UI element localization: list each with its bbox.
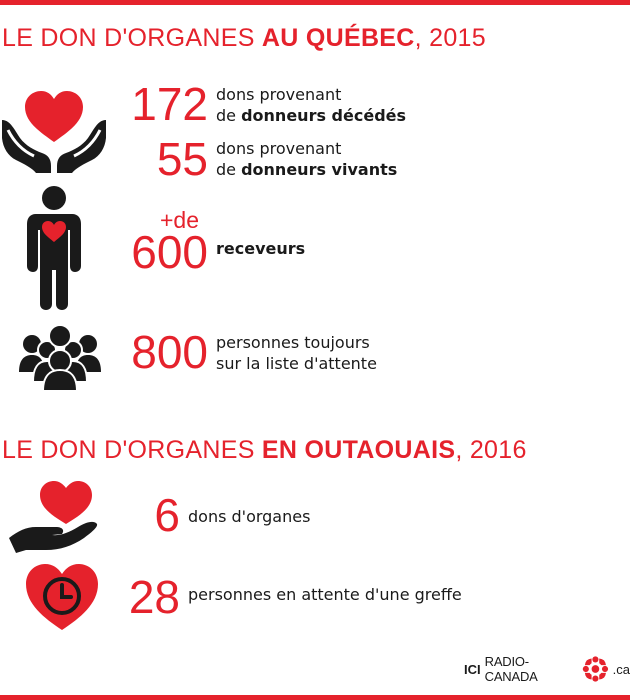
section-title-quebec-post: , 2015	[414, 24, 486, 52]
stat-desc-waiting-quebec-line1: personnes toujours	[216, 333, 370, 352]
stat-desc-deceased-line2	[216, 105, 406, 126]
stat-desc-waiting-outaouais: personnes en attente d'une greffe	[188, 585, 462, 604]
logo-name: RADIO-CANADA	[484, 654, 538, 684]
stat-number-waiting-quebec: 800	[131, 326, 208, 378]
stat-desc-recipients: receveurs	[216, 239, 306, 258]
heart-hands-icon	[0, 80, 108, 176]
bottom-accent-bar	[0, 695, 630, 700]
stat-desc-living	[216, 138, 397, 180]
stat-desc-deceased-line2-bold: donneurs décédés	[241, 106, 407, 125]
heart-clock-icon	[24, 562, 100, 632]
stat-number-recipients: 600	[131, 226, 208, 278]
logo-ici: ICI	[464, 661, 481, 677]
stat-desc-living-line2-pre: de	[216, 160, 242, 179]
radio-canada-logo[interactable]	[464, 654, 630, 684]
logo-domain: .ca	[612, 661, 630, 677]
radio-canada-gem-icon	[582, 655, 609, 683]
stat-number-donations-outaouais: 6	[154, 489, 180, 541]
stat-desc-living-line1: dons provenant	[216, 139, 342, 158]
top-accent-bar	[0, 0, 630, 5]
section-title-outaouais	[2, 436, 527, 465]
section-title-outaouais-post: , 2016	[455, 436, 527, 464]
stat-desc-living-line2	[216, 159, 397, 180]
stat-desc-living-line2-bold: donneurs vivants	[241, 160, 398, 179]
stat-number-deceased: 172	[131, 78, 208, 130]
group-icon	[18, 324, 102, 392]
stat-desc-waiting-quebec	[216, 332, 377, 374]
stat-desc-deceased-line1: dons provenant	[216, 85, 342, 104]
section-title-quebec-bold: AU QUÉBEC	[261, 24, 415, 52]
section-title-quebec-pre: LE DON D'ORGANES	[2, 24, 262, 52]
stat-desc-waiting-quebec-line2: sur la liste d'attente	[216, 354, 377, 373]
stat-desc-deceased-line2-pre: de	[216, 106, 242, 125]
section-title-quebec	[2, 24, 486, 53]
stat-number-waiting-outaouais: 28	[128, 571, 180, 623]
stat-desc-deceased	[216, 84, 406, 126]
stat-desc-donations-outaouais: dons d'organes	[188, 507, 311, 526]
stat-prefix-recipients: +de	[160, 207, 200, 233]
section-title-outaouais-bold: EN OUTAOUAIS	[261, 436, 456, 464]
heart-hand-icon	[8, 478, 100, 554]
person-heart-icon	[24, 186, 84, 312]
section-title-outaouais-pre: LE DON D'ORGANES	[2, 436, 262, 464]
stat-number-living: 55	[156, 133, 208, 185]
